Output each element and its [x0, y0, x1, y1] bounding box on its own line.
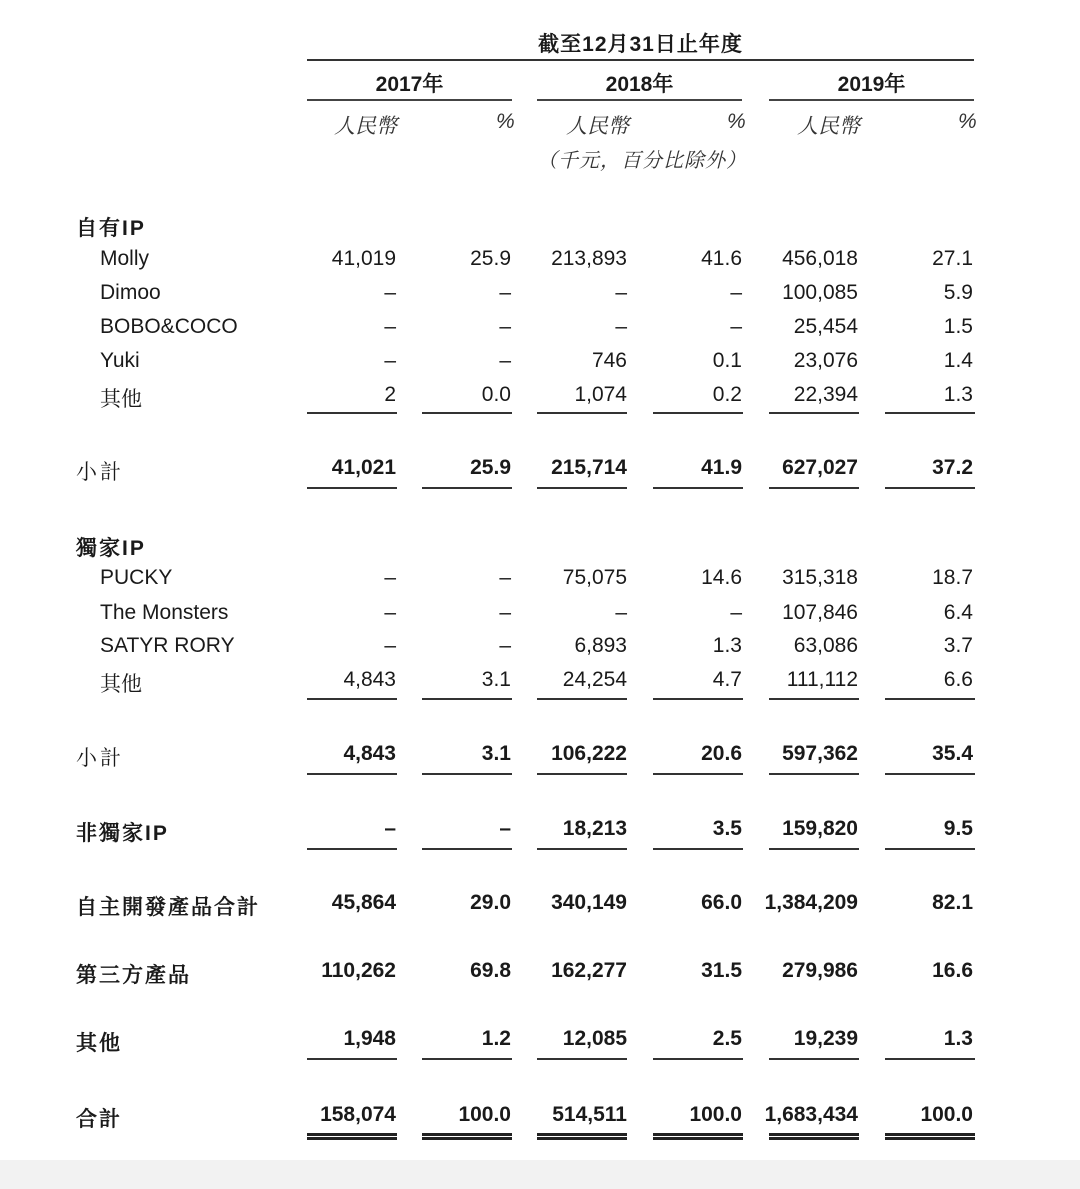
- others-cell-1: 1.2: [481, 1027, 511, 1050]
- own-ip-subtotal-cell-1: 25.9: [470, 456, 511, 479]
- year-rule-2017: [307, 99, 512, 101]
- currency-label-2017: 人民幣: [334, 115, 397, 138]
- own-ip-row-3-cell-2: 746: [591, 349, 627, 372]
- own-ip-row-0-cell-1: 25.9: [470, 247, 511, 270]
- exclusive-ip-subtotal-cell-0: 4,843: [343, 742, 396, 765]
- exclusive-ip-rows-end-rule-5: [885, 698, 975, 700]
- own-ip-rows-end-rule-4: [769, 412, 859, 414]
- percent-label-2019: %: [958, 110, 977, 133]
- own-ip-rows-end-rule-0: [307, 412, 397, 414]
- non-exclusive-ip-rule-0: [307, 848, 397, 850]
- exclusive-ip-rows-end-rule-1: [422, 698, 512, 700]
- grand-total-cell-3: 100.0: [689, 1103, 742, 1126]
- own-ip-rows-end-rule-5: [885, 412, 975, 414]
- own-ip-row-3-cell-4: 23,076: [793, 349, 858, 372]
- year-header-2018: 2018年: [605, 73, 674, 96]
- own-ip-rows-end-rule-2: [537, 412, 627, 414]
- own-ip-subtotal-label: 小計: [76, 461, 124, 484]
- exclusive-ip-row-1-label: The Monsters: [100, 601, 229, 624]
- own-ip-row-4-cell-4: 22,394: [793, 383, 858, 406]
- exclusive-ip-subtotal-rule-1: [422, 773, 512, 775]
- third-party-cell-2: 162,277: [551, 959, 627, 982]
- exclusive-ip-row-2-cell-1: –: [499, 634, 511, 657]
- own-ip-row-2-label: BOBO&COCO: [100, 315, 238, 338]
- own-ip-row-0-cell-4: 456,018: [782, 247, 858, 270]
- year-rule-2018: [537, 99, 742, 101]
- others-rule-4: [769, 1058, 859, 1060]
- non-exclusive-ip-rule-3: [653, 848, 743, 850]
- own-ip-row-4-cell-5: 1.3: [943, 383, 973, 406]
- self-developed-total-cell-0: 45,864: [331, 891, 396, 914]
- own-ip-rows-end-rule-1: [422, 412, 512, 414]
- exclusive-ip-subtotal-cell-2: 106,222: [551, 742, 627, 765]
- own-ip-row-1-cell-4: 100,085: [782, 281, 858, 304]
- exclusive-ip-row-3-cell-5: 6.6: [943, 668, 973, 691]
- non-exclusive-ip-cell-5: 9.5: [943, 817, 973, 840]
- exclusive-ip-row-2-cell-5: 3.7: [943, 634, 973, 657]
- own-ip-subtotal-cell-0: 41,021: [331, 456, 396, 479]
- exclusive-ip-rows-end-rule-0: [307, 698, 397, 700]
- own-ip-subtotal-rule-2: [537, 487, 627, 489]
- non-exclusive-ip-rule-2: [537, 848, 627, 850]
- others-cell-5: 1.3: [943, 1027, 973, 1050]
- others-cell-3: 2.5: [712, 1027, 742, 1050]
- others-rule-5: [885, 1058, 975, 1060]
- own-ip-row-3-cell-0: –: [384, 349, 396, 372]
- others-rule-2: [537, 1058, 627, 1060]
- exclusive-ip-row-0-cell-3: 14.6: [701, 566, 742, 589]
- exclusive-ip-subtotal-cell-4: 597,362: [782, 742, 858, 765]
- own-ip-row-4-cell-0: 2: [384, 383, 396, 406]
- own-ip-row-1-cell-5: 5.9: [943, 281, 973, 304]
- year-rule-2019: [769, 99, 974, 101]
- non-exclusive-ip-cell-2: 18,213: [562, 817, 627, 840]
- currency-label-2019: 人民幣: [797, 115, 860, 138]
- own-ip-row-2-cell-2: –: [615, 315, 627, 338]
- exclusive-ip-row-1-cell-0: –: [384, 601, 396, 624]
- own-ip-row-2-cell-1: –: [499, 315, 511, 338]
- third-party-label: 第三方產品: [76, 964, 191, 987]
- self-developed-total-cell-2: 340,149: [551, 891, 627, 914]
- exclusive-ip-rows-end-rule-3: [653, 698, 743, 700]
- own-ip-row-4-label: 其他: [100, 388, 142, 411]
- own-ip-row-0-cell-3: 41.6: [701, 247, 742, 270]
- non-exclusive-ip-rule-5: [885, 848, 975, 850]
- grand-total-cell-2: 514,511: [552, 1103, 627, 1126]
- exclusive-ip-subtotal-rule-4: [769, 773, 859, 775]
- own-ip-row-2-cell-5: 1.5: [943, 315, 973, 338]
- self-developed-total-cell-1: 29.0: [470, 891, 511, 914]
- own-ip-row-2-cell-3: –: [730, 315, 742, 338]
- non-exclusive-ip-rule-1: [422, 848, 512, 850]
- exclusive-ip-row-2-cell-3: 1.3: [712, 634, 742, 657]
- grand-total-rule-1: [422, 1133, 512, 1140]
- own-ip-row-4-cell-2: 1,074: [574, 383, 627, 406]
- exclusive-ip-subtotal-label: 小計: [76, 747, 124, 770]
- grand-total-rule-2: [537, 1133, 627, 1140]
- percent-label-2017: %: [496, 110, 515, 133]
- exclusive-ip-row-1-cell-1: –: [499, 601, 511, 624]
- own-ip-subtotal-cell-5: 37.2: [932, 456, 973, 479]
- exclusive-ip-rows-end-rule-4: [769, 698, 859, 700]
- exclusive-ip-row-1-cell-2: –: [615, 601, 627, 624]
- others-cell-2: 12,085: [562, 1027, 627, 1050]
- own-ip-subtotal-rule-1: [422, 487, 512, 489]
- exclusive-ip-rows-end-rule-2: [537, 698, 627, 700]
- grand-total-cell-5: 100.0: [920, 1103, 973, 1126]
- others-rule-3: [653, 1058, 743, 1060]
- own-ip-row-1-cell-0: –: [384, 281, 396, 304]
- others-cell-4: 19,239: [793, 1027, 858, 1050]
- own-ip-row-4-cell-3: 0.2: [712, 383, 742, 406]
- year-header-2017: 2017年: [375, 73, 444, 96]
- exclusive-ip-row-0-cell-0: –: [384, 566, 396, 589]
- exclusive-ip-row-0-label: PUCKY: [100, 566, 173, 589]
- currency-label-2018: 人民幣: [566, 115, 629, 138]
- own-ip-row-2-cell-4: 25,454: [793, 315, 858, 338]
- exclusive-ip-subtotal-rule-5: [885, 773, 975, 775]
- exclusive-ip-subtotal-rule-3: [653, 773, 743, 775]
- exclusive-ip-row-3-cell-1: 3.1: [481, 668, 511, 691]
- section-title-own-ip: 自有IP: [76, 217, 146, 240]
- percent-label-2018: %: [727, 110, 746, 133]
- non-exclusive-ip-rule-4: [769, 848, 859, 850]
- period-header-rule: [307, 59, 974, 61]
- exclusive-ip-row-3-cell-0: 4,843: [343, 668, 396, 691]
- exclusive-ip-row-3-cell-3: 4.7: [712, 668, 742, 691]
- own-ip-subtotal-cell-4: 627,027: [782, 456, 858, 479]
- exclusive-ip-subtotal-cell-5: 35.4: [932, 742, 973, 765]
- others-cell-0: 1,948: [343, 1027, 396, 1050]
- own-ip-row-0-cell-5: 27.1: [932, 247, 973, 270]
- self-developed-total-cell-3: 66.0: [701, 891, 742, 914]
- grand-total-rule-5: [885, 1133, 975, 1140]
- own-ip-subtotal-rule-3: [653, 487, 743, 489]
- own-ip-row-1-cell-3: –: [730, 281, 742, 304]
- own-ip-row-3-cell-3: 0.1: [712, 349, 742, 372]
- page-bottom-band: [0, 1160, 1080, 1189]
- non-exclusive-ip-cell-1: –: [499, 817, 511, 840]
- own-ip-subtotal-rule-5: [885, 487, 975, 489]
- own-ip-row-1-cell-1: –: [499, 281, 511, 304]
- exclusive-ip-row-2-cell-2: 6,893: [574, 634, 627, 657]
- third-party-cell-0: 110,262: [321, 959, 396, 982]
- exclusive-ip-row-2-cell-0: –: [384, 634, 396, 657]
- exclusive-ip-row-3-cell-2: 24,254: [562, 668, 627, 691]
- exclusive-ip-row-3-label: 其他: [100, 673, 142, 696]
- grand-total-rule-3: [653, 1133, 743, 1140]
- grand-total-rule-4: [769, 1133, 859, 1140]
- own-ip-row-0-cell-0: 41,019: [331, 247, 396, 270]
- own-ip-row-4-cell-1: 0.0: [481, 383, 511, 406]
- self-developed-total-label: 自主開發產品合計: [76, 896, 260, 919]
- non-exclusive-ip-cell-3: 3.5: [712, 817, 742, 840]
- own-ip-subtotal-rule-4: [769, 487, 859, 489]
- own-ip-row-2-cell-0: –: [384, 315, 396, 338]
- own-ip-subtotal-cell-2: 215,714: [551, 456, 627, 479]
- non-exclusive-ip-cell-4: 159,820: [782, 817, 858, 840]
- own-ip-row-1-label: Dimoo: [100, 281, 161, 304]
- own-ip-row-3-cell-5: 1.4: [943, 349, 973, 372]
- section-title-exclusive-ip: 獨家IP: [76, 537, 146, 560]
- self-developed-total-cell-4: 1,384,209: [764, 891, 858, 914]
- unit-note: （千元，百分比除外）: [537, 150, 747, 172]
- grand-total-rule-0: [307, 1133, 397, 1140]
- exclusive-ip-subtotal-rule-2: [537, 773, 627, 775]
- grand-total-cell-0: 158,074: [320, 1103, 396, 1126]
- own-ip-row-1-cell-2: –: [615, 281, 627, 304]
- grand-total-label: 合計: [76, 1108, 122, 1131]
- third-party-cell-3: 31.5: [701, 959, 742, 982]
- exclusive-ip-row-2-label: SATYR RORY: [100, 634, 235, 657]
- others-rule-0: [307, 1058, 397, 1060]
- exclusive-ip-subtotal-cell-1: 3.1: [481, 742, 511, 765]
- own-ip-row-0-cell-2: 213,893: [551, 247, 627, 270]
- exclusive-ip-row-0-cell-4: 315,318: [782, 566, 858, 589]
- own-ip-row-3-cell-1: –: [499, 349, 511, 372]
- exclusive-ip-row-1-cell-4: 107,846: [782, 601, 858, 624]
- others-rule-1: [422, 1058, 512, 1060]
- exclusive-ip-subtotal-rule-0: [307, 773, 397, 775]
- grand-total-cell-4: 1,683,434: [764, 1103, 858, 1126]
- own-ip-row-3-label: Yuki: [100, 349, 140, 372]
- own-ip-subtotal-rule-0: [307, 487, 397, 489]
- exclusive-ip-row-1-cell-3: –: [730, 601, 742, 624]
- exclusive-ip-row-0-cell-2: 75,075: [562, 566, 627, 589]
- exclusive-ip-subtotal-cell-3: 20.6: [701, 742, 742, 765]
- exclusive-ip-row-1-cell-5: 6.4: [943, 601, 973, 624]
- non-exclusive-ip-label: 非獨家IP: [76, 822, 169, 845]
- exclusive-ip-row-0-cell-1: –: [499, 566, 511, 589]
- period-header: 截至12月31日止年度: [538, 33, 743, 56]
- third-party-cell-4: 279,986: [782, 959, 858, 982]
- own-ip-row-0-label: Molly: [100, 247, 150, 270]
- self-developed-total-cell-5: 82.1: [932, 891, 973, 914]
- grand-total-cell-1: 100.0: [458, 1103, 511, 1126]
- own-ip-subtotal-cell-3: 41.9: [701, 456, 742, 479]
- others-label: 其他: [76, 1032, 122, 1055]
- own-ip-rows-end-rule-3: [653, 412, 743, 414]
- exclusive-ip-row-2-cell-4: 63,086: [793, 634, 858, 657]
- third-party-cell-5: 16.6: [932, 959, 973, 982]
- non-exclusive-ip-cell-0: –: [384, 817, 396, 840]
- exclusive-ip-row-0-cell-5: 18.7: [932, 566, 973, 589]
- exclusive-ip-row-3-cell-4: 111,112: [786, 668, 858, 691]
- year-header-2019: 2019年: [837, 73, 906, 96]
- third-party-cell-1: 69.8: [470, 959, 511, 982]
